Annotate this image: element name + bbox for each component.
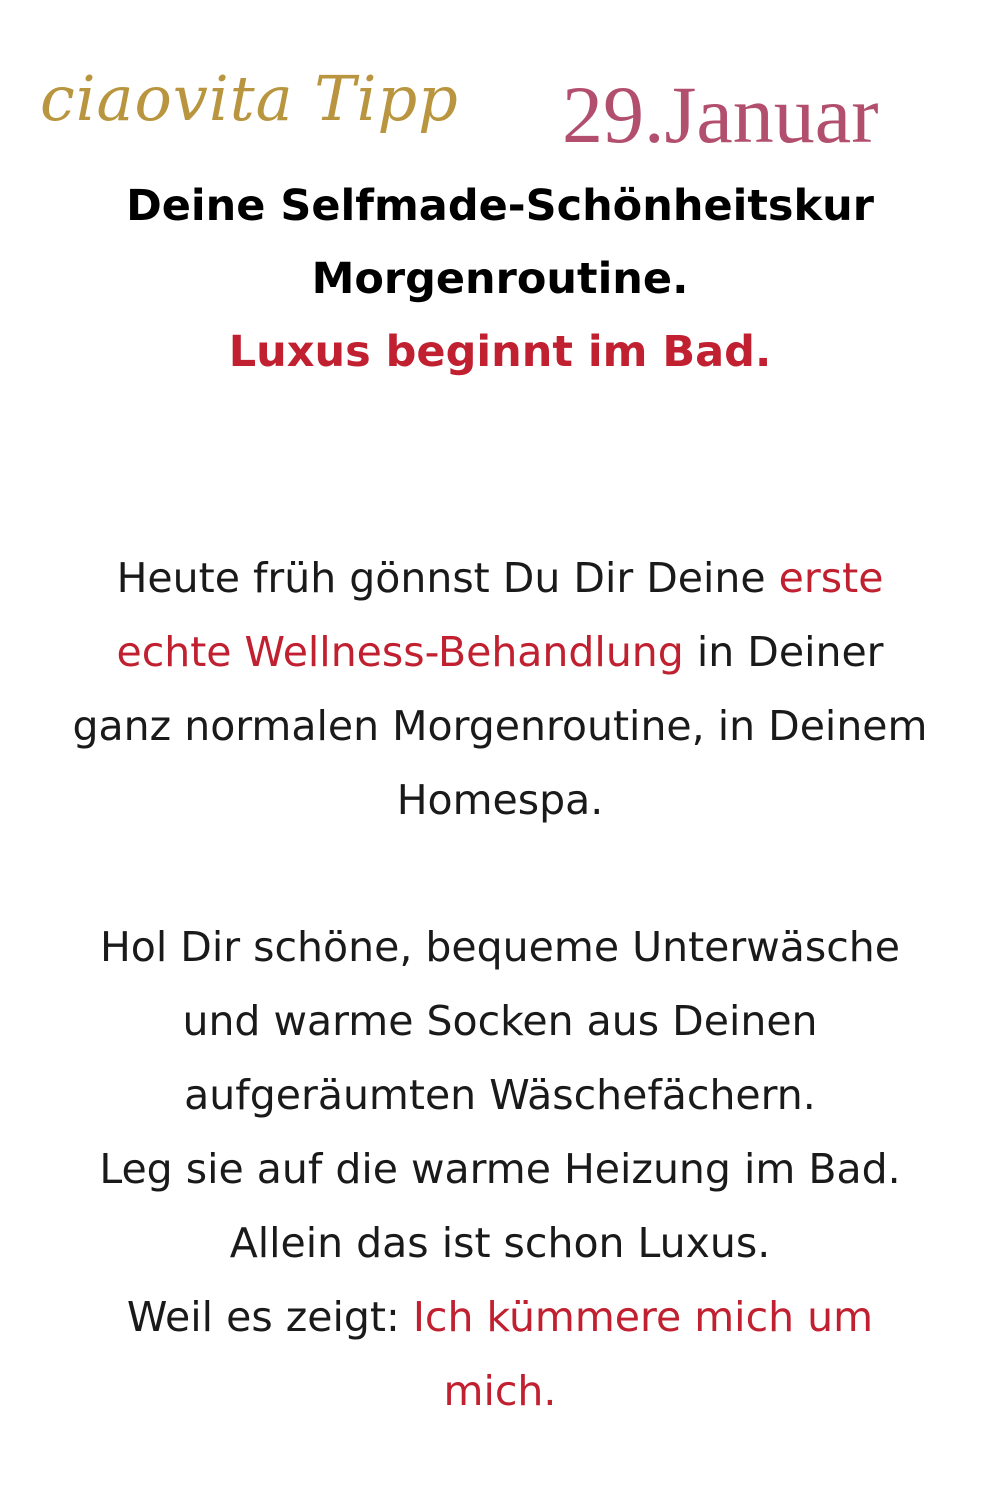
- paragraph-2: [0, 910, 1000, 1428]
- highlight-text: echte Wellness-Behandlung: [116, 628, 684, 676]
- highlight-text: mich.: [443, 1367, 557, 1415]
- brand-logo: ciaovita Tipp: [40, 62, 459, 135]
- highlight-text: erste: [778, 554, 884, 602]
- highlight-text: Ich kümmere mich um: [412, 1293, 874, 1341]
- paragraph-text: in Deiner: [683, 628, 884, 676]
- paragraph-line: [0, 1280, 1000, 1354]
- paragraph-line: Allein das ist schon Luxus.: [229, 1219, 771, 1267]
- headline: [0, 170, 1000, 389]
- paragraph-line: [0, 541, 1000, 615]
- paragraph-line: aufgeräumten Wäschefächern.: [184, 1071, 816, 1119]
- header: [0, 40, 1000, 170]
- headline-line-2: Morgenroutine.: [311, 254, 689, 304]
- paragraph-line: [0, 615, 1000, 689]
- date-label: 29.Januar: [562, 69, 879, 160]
- headline-line-1: Deine Selfmade-Schönheitskur: [126, 181, 874, 231]
- paragraph-text: Heute früh gönnst Du Dir Deine: [116, 554, 779, 602]
- paragraph-line: ganz normalen Morgenroutine, in Deinem: [72, 702, 928, 750]
- paragraph-1: [0, 541, 1000, 837]
- paragraph-line: Homespa.: [396, 776, 604, 824]
- headline-tagline: Luxus beginnt im Bad.: [228, 327, 772, 377]
- paragraph-line: und warme Socken aus Deinen: [182, 997, 818, 1045]
- paragraph-line: Leg sie auf die warme Heizung im Bad.: [99, 1145, 901, 1193]
- paragraph-line: Hol Dir schöne, bequeme Unterwäsche: [99, 923, 901, 971]
- paragraph-text: Weil es zeigt:: [126, 1293, 413, 1341]
